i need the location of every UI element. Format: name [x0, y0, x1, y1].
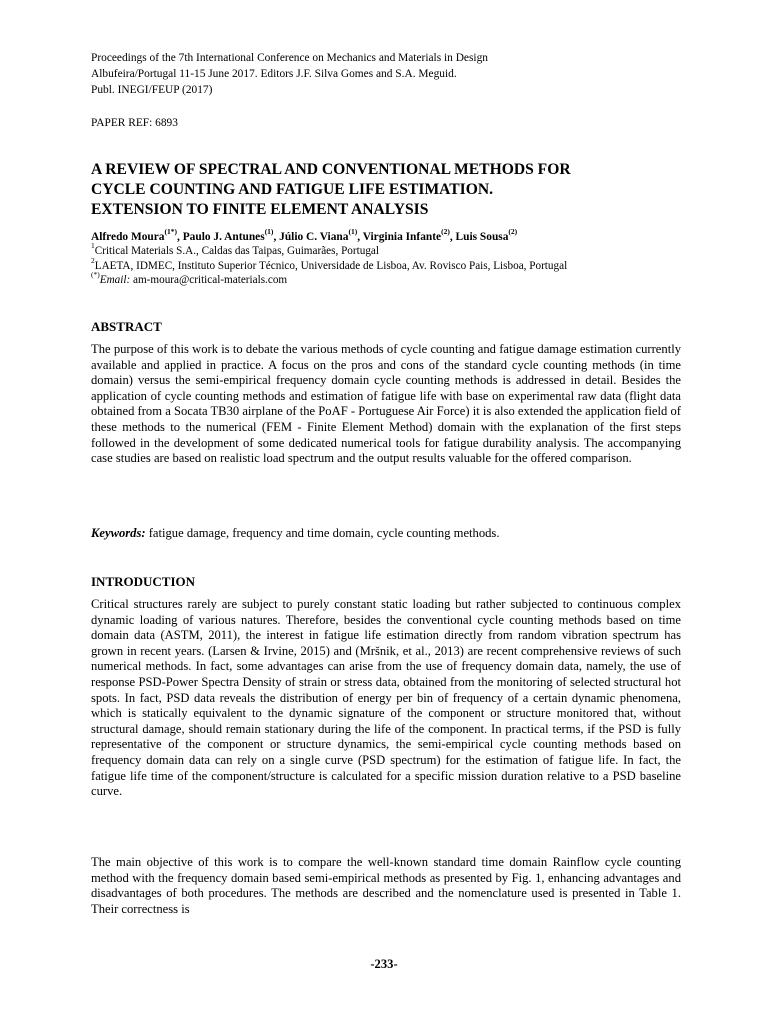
- author-affiliation-mark: (1): [348, 227, 358, 237]
- author-name: Paulo J. Antunes: [182, 231, 265, 243]
- author-name: Luis Sousa: [455, 231, 509, 243]
- header-line: Publ. INEGI/FEUP (2017): [91, 84, 213, 96]
- introduction-heading: INTRODUCTION: [91, 574, 196, 589]
- page-number: -233-: [370, 957, 398, 971]
- affiliation-text: Critical Materials S.A., Caldas das Taipas, Guimarães, Portugal: [94, 245, 379, 257]
- title-line: A REVIEW OF SPECTRAL AND CONVENTIONAL METHODS FOR: [91, 161, 571, 178]
- affiliation-2: [91, 255, 568, 274]
- author-separator: ,: [449, 231, 456, 243]
- title-line: CYCLE COUNTING AND FATIGUE LIFE ESTIMATION.: [91, 181, 494, 198]
- affiliation-1: [91, 241, 567, 259]
- header-line: Proceedings of the 7th International Conference on Mechanics and Materials in Design: [91, 52, 488, 64]
- email-address: am-moura@critical-materials.com: [130, 274, 288, 286]
- proceedings-header: [91, 50, 488, 98]
- keywords-label: Keywords:: [91, 526, 146, 540]
- affiliation-mark: 1: [91, 241, 95, 251]
- author-affiliation-mark: (2): [508, 227, 518, 237]
- author-name: Júlio C. Viana: [279, 231, 349, 243]
- affiliation-text: LAETA, IDMEC, Instituto Superior Técnico, Universidade de Lisboa, Av. Rovisco Pais, Lisboa, Portugal: [94, 259, 568, 272]
- keywords-text: fatigue damage, frequency and time domain, cycle counting methods.: [145, 526, 500, 540]
- keywords: [91, 526, 499, 542]
- introduction-paragraph-2: The main objective of this work is to compare the well-known standard time domain Rainflow cycle counting method with the frequency domain based semi-empirical methods as presented by Fig. 1, enhancing advantages and disadvantages of both procedures. The methods are described and the nomenclature used is presented in Table 1. Their correctness is: [91, 855, 681, 916]
- title-line: EXTENSION TO FINITE ELEMENT ANALYSIS: [91, 201, 429, 218]
- author-affiliation-mark: (1*): [164, 227, 177, 237]
- email-label: Email:: [99, 274, 131, 286]
- author-affiliation-mark: (2): [441, 227, 450, 237]
- introduction-paragraph-1: Critical structures rarely are subject to purely constant static loading but rather subjected to continuous complex dynamic loading of various natures. Therefore, besides the conventional cycle counting methods based on time domain data (ASTM, 2011), the interest in fatigue life estimation directly from random vibration spectrum has grown in recent years. (Larsen & Irvine, 2015) and (Mršnik, et al., 2013) are recent comprehensive reviews of such numerical methods. In fact, some advantages can arise from the use of frequency domain data, namely, the use of response PSD-Power Spectra Density of strain or stress data, obtained from the monitoring of selected structural hot spots. In fact, PSD data reveals the distribution of energy per bin of frequency of a certain dynamic phenomena, which is statically equivalent to the dynamic signature of the component or structure monitored that, without structural damage, should remain stationary during the life of the component. In practical terms, if the PSD is fully representative of the component or structure dynamics, the semi-empirical cycle counting methods based on frequency domain data can rely on a single curve (PSD spectrum) for the estimation of fatigue life. In fact, the fatigue life time of the component/structure is calculated for a specific mission duration relative to a PSD baseline curve.: [91, 597, 681, 799]
- abstract-heading: ABSTRACT: [91, 319, 162, 334]
- author-separator: ,: [357, 231, 363, 243]
- author-name: Virginia Infante: [362, 231, 442, 243]
- paper-title: [91, 160, 681, 220]
- author-separator: ,: [177, 231, 183, 243]
- author-block: [91, 227, 568, 288]
- affiliation-mark: 2: [91, 255, 95, 265]
- abstract-text: The purpose of this work is to debate the various methods of cycle counting and fatigue damage estimation currently available and applied in practice. A focus on the pros and cons of the standard cycle counting methods (in time domain) versus the semi-empirical frequency domain cycle counting methods is addressed in detail. Besides the application of cycle counting methods and estimation of fatigue life with base on experimental raw data (flight data obtained from a Socata TB30 airplane of the PoAF - Portuguese Air Force) it is also extended the application field of these methods to the numerical (FEM - Finite Element Method) domain with the explanation of the first steps followed in the development of some dedicated numerical tools for fatigue durability analysis. The accompanying case studies are based on realistic load spectrum and the output results valuable for the offered comparison.: [91, 342, 681, 466]
- header-line: Albufeira/Portugal 11-15 June 2017. Editors J.F. Silva Gomes and S.A. Meguid.: [91, 68, 457, 80]
- corresponding-email: [91, 270, 567, 288]
- email-mark: (*): [91, 270, 100, 280]
- author-affiliation-mark: (1): [264, 227, 274, 237]
- author-name: Alfredo Moura: [91, 231, 165, 243]
- author-list: [91, 227, 567, 244]
- author-separator: ,: [273, 231, 280, 243]
- paper-ref: PAPER REF: 6893: [91, 117, 178, 129]
